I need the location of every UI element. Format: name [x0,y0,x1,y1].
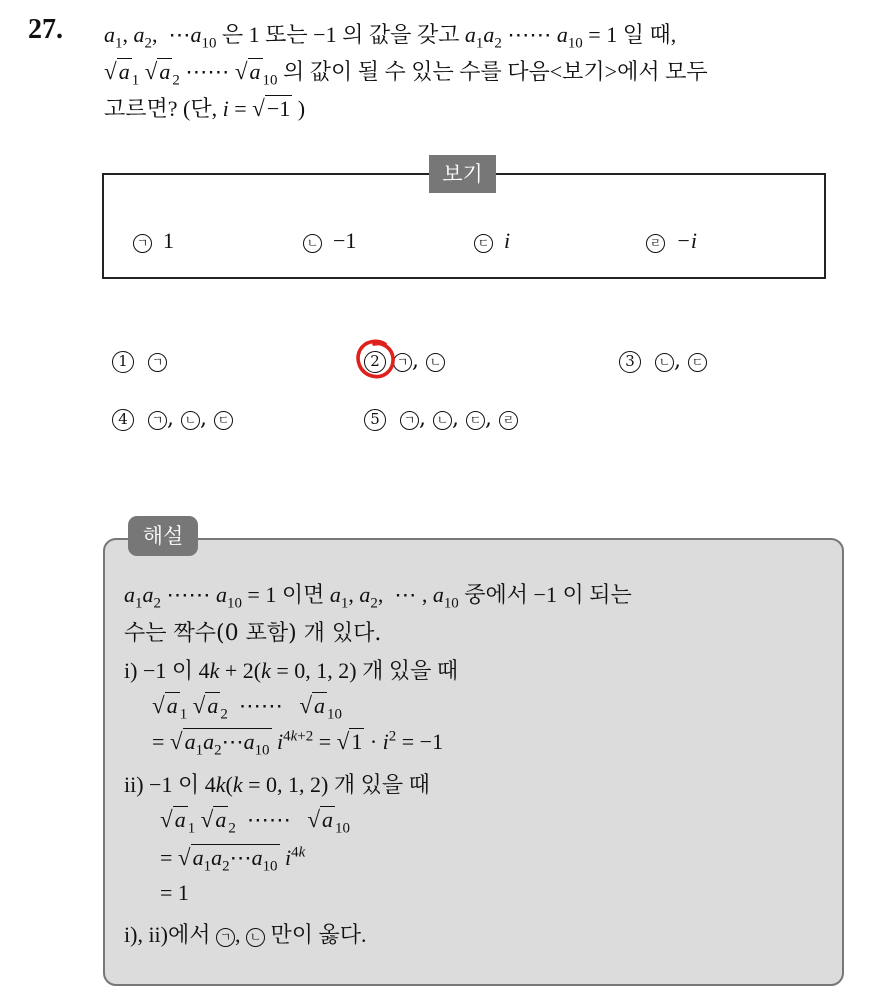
choice-1[interactable]: 1 ㄱ [112,348,167,373]
solution-line-2: 수는 짝수(0 포함) 개 있다. [124,621,382,646]
solution-line-1: $a_1a_2$ ⋯⋯ $a_{10} = 1$ 이면 $a_1$, $a_2$, ⋯ , $a_{10}$ 중에서 −1 이 되는 [124,582,632,612]
solution-line-7: √a $_1$ √a $_2$ ⋯⋯ √a $_{10}$ [160,806,350,837]
question-line-1: $a_1$, $a_2$, $\cdots a_{10}$ 은 1 또는 −1 의 값을 갖고 $a_1a_2$ ⋯⋯ $a_{10} = 1$ 일 때, [104,22,677,52]
choice-3[interactable]: 3 ㄴ , ㄷ [619,348,707,373]
question-line-2: √a $_1$ √a $_2$ ⋯⋯ √a $_{10}$ 의 값이 될 수 있는 수를 다음<보기>에서 모두 [104,58,708,89]
choice-number: 1 [112,351,134,373]
question-text: = 1 일 때, [588,22,677,47]
circled-mark: ㄹ [646,234,665,253]
solution-line-9: = 1 [160,880,189,905]
solution-line-3: i) −1 이 4k + 2(k = 0, 1, 2) 개 있을 때 [124,658,459,683]
circled-mark: ㄴ [246,928,265,947]
choice-number: 2 [364,351,386,373]
question-number: 27. [28,14,63,45]
circled-mark: ㄴ [303,234,322,253]
circled-mark: ㄱ [216,928,235,947]
bogi-option-4: ㄹ −i [646,228,697,254]
solution-line-4: √a $_1$ √a $_2$ ⋯⋯ √a $_{10}$ [152,692,342,723]
question-text: 은 1 또는 −1 의 값을 갖고 [221,22,460,47]
question-text: 의 값이 될 수 있는 수를 다음<보기>에서 모두 [282,59,708,84]
choice-4[interactable]: 4 ㄱ , ㄴ , ㄷ [112,406,233,431]
solution-title: 해설 [128,516,198,556]
circled-mark: ㄱ [133,234,152,253]
question-text: 고르면? (단, [104,96,218,121]
choice-number: 4 [112,409,134,431]
bogi-title: 보기 [429,155,496,193]
question-text: ) [297,96,306,121]
bogi-option-2: ㄴ −1 [303,228,356,254]
bogi-option-1: ㄱ 1 [133,228,174,254]
choice-2[interactable]: 2 ㄱ , ㄴ [364,348,445,373]
solution-line-10: i), ii)에서 ㄱ , ㄴ 만이 옳다. [124,922,367,947]
bogi-option-3: ㄷ i [474,228,510,254]
choice-number: 5 [364,409,386,431]
choice-number: 3 [619,351,641,373]
question-line-3: 고르면? (단, i = √−1 ) [104,95,306,121]
solution-line-5: = $√a_1a_2\cdots a_{10}$ $i^{4k+2} = √1 \cdot i^2 = -1$ [152,728,444,759]
choice-5[interactable]: 5 ㄱ , ㄴ , ㄷ , ㄹ [364,406,518,431]
solution-line-8: = $√a_1a_2\cdots a_{10}$ $i^{4k}$ [160,844,306,875]
circled-mark: ㄷ [474,234,493,253]
solution-line-6: ii) −1 이 4k(k = 0, 1, 2) 개 있을 때 [124,772,430,797]
selected-answer-circle [355,337,397,379]
